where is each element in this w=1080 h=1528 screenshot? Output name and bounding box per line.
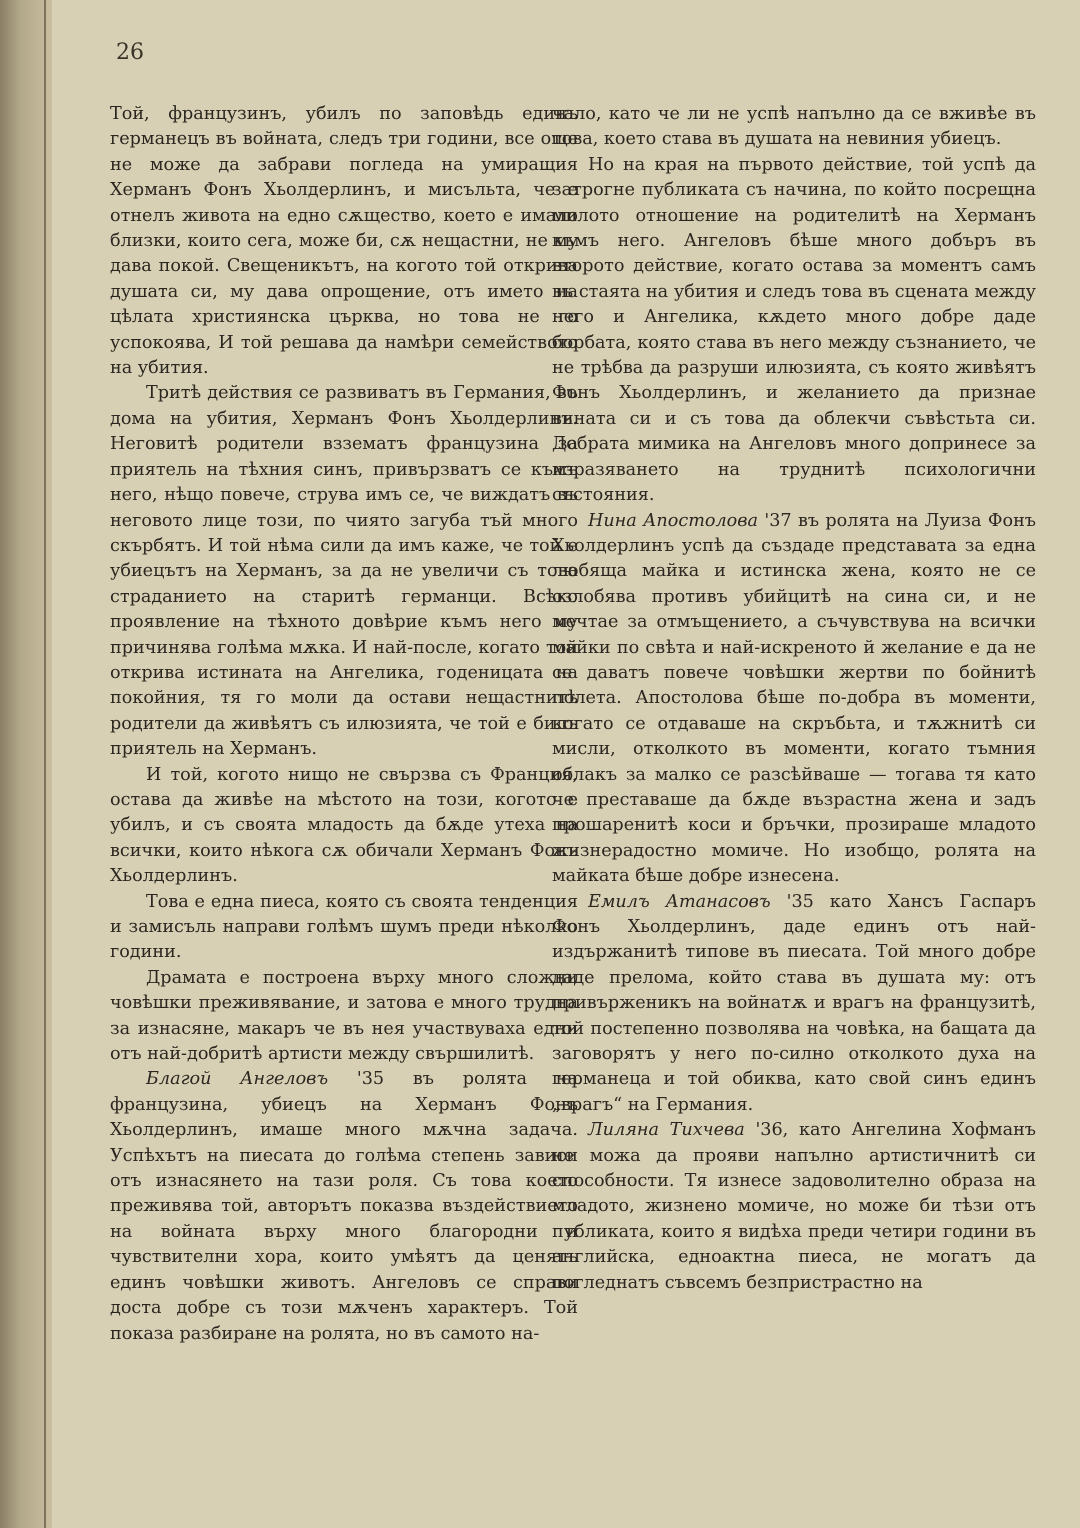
paragraph-text: '36, като Ангелина Хофманъ не можа да прояви напълно артистичнитѣ си способности. Тя изнесе задоволително образа на младото, жизнено момиче, но може би тѣзи отъ публиката, които я видѣха преди четири години въ английска, едноактна пиеса, не могатъ да погледнатъ съвсемъ безпристрастно на [552,1120,1037,1293]
binding-edge [44,0,46,1528]
right-column [552,102,1036,1296]
left-column [110,102,578,1347]
paragraph [110,1067,578,1346]
actor-name: Благой Ангеловъ [146,1069,329,1090]
actor-name: Емилъ Атанасовъ [588,891,771,912]
paragraph [552,890,1036,1119]
paragraph: Но на края на първото действие, той успѣ да затрогне публиката съ начина, по който посрещна милото отношение на родителитѣ на Херманъ къмъ него. Ангеловъ бѣше много добъръ въ второто действие, когато остава за моментъ самъ въ стаята на убития и следъ това въ сцената между него и Ангелика, кѫдето много добре даде борбата, която става въ него между съзнанието, че не трѣбва да разруши илюзията, съ която живѣятъ Фонъ Хьолдерлинъ, и желанието да признае вината си и съ това да облекчи съвѣстьта си. Добрата мимика на Ангеловъ много допринесе за изразяването на труднитѣ психологични състояния. [552,154,1036,506]
paragraph-text: '35 въ ролята на французина, убиецъ на Херманъ Фонъ Хьолдерлинъ, имаше много мѫчна задача. Успѣхътъ на пиесата до голѣма степень зависи отъ изнасянето на тази роля. Съ това което преживява той, авторътъ показва въздействието на войната върху много благородни и чувствителни хора, които умѣятъ да ценятъ единъ човѣшки животъ. Ангеловъ се справи доста добре съ този мѫченъ характеръ. Той показа разбиране на ролята, но въ самото на- [110,1069,578,1344]
actor-name: Нина Апостолова [588,510,759,531]
paragraph [552,1118,1036,1296]
paragraph: Тритѣ действия се развиватъ въ Германия, въ дома на убития, Херманъ Фонъ Хьолдерлинъ. Неговитѣ родители вззематъ французина за приятель на тѣхния синъ, привързватъ се къмъ него, нѣщо повече, струва имъ се, че виждатъ въ неговото лице този, по чиято загуба тъй много скърбятъ. И той нѣма сили да имъ каже, че той е убиецътъ на Херманъ, за да не увеличи съ това страданието на старитѣ германци. Всѣко проявление на тѣхното довѣрие къмъ него му причинява голѣма мѫка. И най-после, когато той открива истината на Ангелика, годеницата на покойния, тя го моли да остави нещастнитѣ родители да живѣятъ съ илюзията, че той е билъ приятель на Херманъ. [110,383,578,760]
paragraph: чало, като че ли не успѣ напълно да се вживѣе въ това, което става въ душата на невиния убиецъ. [552,104,1036,150]
page-number: 26 [116,40,144,65]
paragraph: Драмата е построена върху много сложни човѣшки преживявание, и затова е много трудна за изнасяне, макаръ че въ нея участвуваха едни отъ най-добритѣ артисти между свършилитѣ. [110,967,578,1065]
actor-name: Лиляна Тихчева [588,1120,745,1141]
paragraph: Той, французинъ, убилъ по заповѣдь единъ германецъ въ войната, следъ три години, все още не може да забрави погледа на умиращия Херманъ Фонъ Хьолдерлинъ, и мисъльта, че е отнелъ живота на едно сѫщество, което е имало близки, които сега, може би, сѫ нещастни, не му дава покой. Свещеникътъ, на когото той открива душата си, му дава опрощение, отъ името на цѣлата християнска църква, но това не го успокоява, И той решава да намѣри семейството на убития. [110,104,578,379]
paragraph: Това е една пиеса, която съ своята тенденция и замисъль направи голѣмъ шумъ преди нѣколко години. [110,891,578,963]
paragraph [552,509,1036,890]
paragraph-text: '37 въ ролята на Луиза Фонъ Хьолдерлинъ успѣ да създаде представата за една любяща майка и истинска жена, която не се озлобява противъ убийцитѣ на сина си, и не мечтае за отмъщението, а съчувствува на всички майки по свѣта и най-искреното й желание е да не се даватъ повече човѣшки жертви по бойнитѣ полета. Апостолова бѣше по-добра въ моменти, когато се отдаваше на скръбьта, и тѫжнитѣ си мисли, отколкото въ моменти, когато тъмния облакъ за малко се разсѣйваше — тогава тя като че преставаше да бѫде възрастна жена и задъ прошаренитѣ коси и бръчки, прозираше младото жизнерадостно момиче. Но изобщо, ролята на майката бѣше добре изнесена. [552,510,1036,887]
paragraph: И той, когото нищо не свързва съ Франция, остава да живѣе на мѣстото на този, когото е убилъ, и съ своята младость да бѫде утеха на всички, които нѣкога сѫ обичали Херманъ Фонъ Хьолдерлинъ. [110,764,578,887]
paragraph-text: '35 като Хансъ Гаспаръ Фонъ Хьолдерлинъ, даде единъ отъ най-издържанитѣ типове въ пиесата. Той много добре даде прелома, който става въ душата му: отъ привърженикъ на войнатѫ и врагъ на французитѣ, той постепенно позволява на човѣка, на бащата да заговорятъ у него по-силно отколкото духа на германеца и той обиква, като свой синъ единъ „врагъ“ на Германия. [552,891,1037,1115]
